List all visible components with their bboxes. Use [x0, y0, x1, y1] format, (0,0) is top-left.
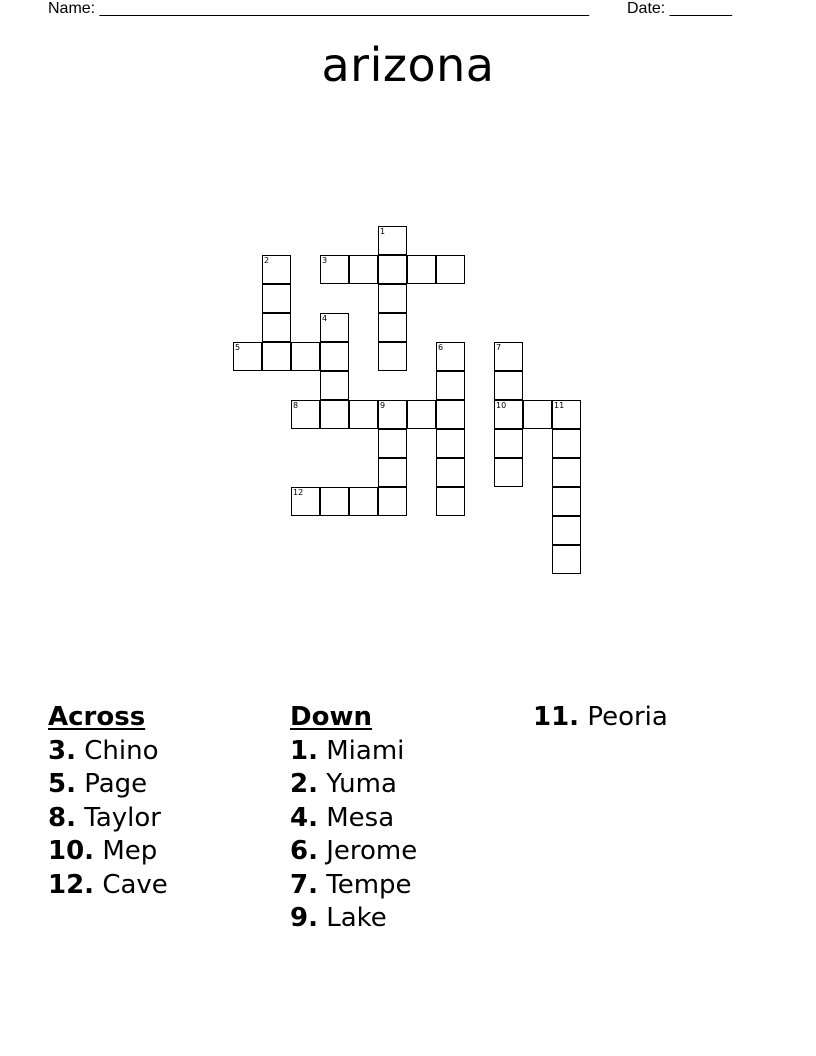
clue-number: 12. [48, 869, 95, 900]
cell-number: 10 [496, 401, 507, 410]
grid-cell[interactable] [494, 371, 523, 400]
clue-text: Miami [326, 735, 405, 766]
grid-cell[interactable] [349, 487, 378, 516]
grid-cell[interactable] [436, 371, 465, 400]
puzzle-title: arizona [321, 38, 495, 92]
grid-cell[interactable] [436, 255, 465, 284]
clue-text: Lake [326, 903, 387, 933]
grid-cell[interactable] [349, 255, 378, 284]
grid-cell[interactable] [552, 400, 581, 429]
grid-cell[interactable] [552, 458, 581, 487]
grid-cell[interactable] [378, 255, 407, 284]
grid-cell[interactable] [552, 545, 581, 574]
clue-number: 2. [290, 769, 318, 799]
clue-number: 5. [48, 769, 76, 799]
grid-cell[interactable] [494, 400, 523, 429]
grid-cell[interactable] [291, 342, 320, 371]
grid-cell[interactable] [552, 487, 581, 516]
clue-item [290, 835, 417, 869]
clue-item [48, 869, 168, 903]
clue-number: 8. [48, 802, 76, 833]
grid-cell[interactable] [494, 458, 523, 487]
grid-cell[interactable] [436, 342, 465, 371]
grid-cell[interactable] [320, 342, 349, 371]
grid-cell[interactable] [378, 429, 407, 458]
clue-text: Taylor [84, 802, 161, 833]
clue-text: Chino [84, 735, 159, 766]
clue-item [290, 902, 417, 936]
grid-cell[interactable] [436, 458, 465, 487]
date-field-line: Date: _______ [627, 0, 732, 17]
cell-number: 4 [322, 314, 328, 323]
grid-cell[interactable] [262, 342, 291, 371]
grid-cell[interactable] [291, 400, 320, 429]
clue-number: 4. [290, 802, 318, 833]
cell-number: 11 [554, 401, 565, 410]
clue-item [290, 735, 417, 769]
clue-number: 1. [290, 735, 318, 766]
grid-cell[interactable] [320, 255, 349, 284]
clue-text: Jerome [326, 836, 418, 866]
clue-item [290, 802, 417, 836]
down-clues [290, 701, 417, 936]
grid-cell[interactable] [378, 284, 407, 313]
clue-item [290, 768, 417, 802]
grid-cell[interactable] [523, 400, 552, 429]
grid-cell[interactable] [378, 226, 407, 255]
clue-item [48, 802, 168, 836]
cell-number: 6 [438, 343, 444, 352]
grid-cell[interactable] [233, 342, 262, 371]
grid-cell[interactable] [349, 400, 378, 429]
grid-cell[interactable] [436, 429, 465, 458]
grid-cell[interactable] [378, 313, 407, 342]
clue-item [48, 768, 168, 802]
grid-cell[interactable] [320, 313, 349, 342]
cell-number: 12 [293, 488, 304, 497]
clue-text: Peoria [587, 702, 668, 732]
cell-number: 2 [264, 256, 270, 265]
clue-item [290, 869, 417, 903]
grid-cell[interactable] [552, 516, 581, 545]
grid-cell[interactable] [262, 255, 291, 284]
grid-cell[interactable] [291, 487, 320, 516]
cell-number: 1 [380, 227, 386, 236]
clue-number: 10. [48, 836, 95, 866]
clue-text: Yuma [326, 769, 397, 799]
clue-text: Cave [102, 869, 168, 900]
clue-item [48, 735, 168, 769]
down-clues-continued [533, 701, 668, 735]
clue-number: 9. [290, 903, 318, 933]
grid-cell[interactable] [494, 429, 523, 458]
grid-cell[interactable] [378, 458, 407, 487]
clue-item [48, 835, 168, 869]
clue-number: 11. [533, 702, 580, 732]
grid-cell[interactable] [378, 400, 407, 429]
down-heading: Down [290, 702, 372, 732]
grid-cell[interactable] [436, 400, 465, 429]
grid-cell[interactable] [262, 284, 291, 313]
grid-cell[interactable] [262, 313, 291, 342]
grid-cell[interactable] [494, 342, 523, 371]
cell-number: 9 [380, 401, 386, 410]
grid-cell[interactable] [436, 487, 465, 516]
grid-cell[interactable] [407, 255, 436, 284]
cell-number: 5 [235, 343, 241, 352]
clue-text: Mep [102, 836, 158, 866]
cell-number: 8 [293, 401, 299, 410]
grid-cell[interactable] [320, 371, 349, 400]
clue-number: 6. [290, 836, 318, 866]
cell-number: 3 [322, 256, 328, 265]
clue-text: Page [84, 769, 148, 799]
grid-cell[interactable] [378, 342, 407, 371]
across-clues [48, 701, 168, 902]
clue-item [533, 701, 668, 735]
grid-cell[interactable] [320, 487, 349, 516]
clue-number: 3. [48, 735, 76, 766]
clue-text: Tempe [326, 869, 412, 900]
grid-cell[interactable] [407, 400, 436, 429]
grid-cell[interactable] [378, 487, 407, 516]
name-field-line: Name: _______________________________________________________ [48, 0, 589, 17]
grid-cell[interactable] [552, 429, 581, 458]
clue-text: Mesa [326, 802, 395, 833]
grid-cell[interactable] [320, 400, 349, 429]
cell-number: 7 [496, 343, 502, 352]
clue-number: 7. [290, 869, 318, 900]
across-heading: Across [48, 702, 146, 732]
